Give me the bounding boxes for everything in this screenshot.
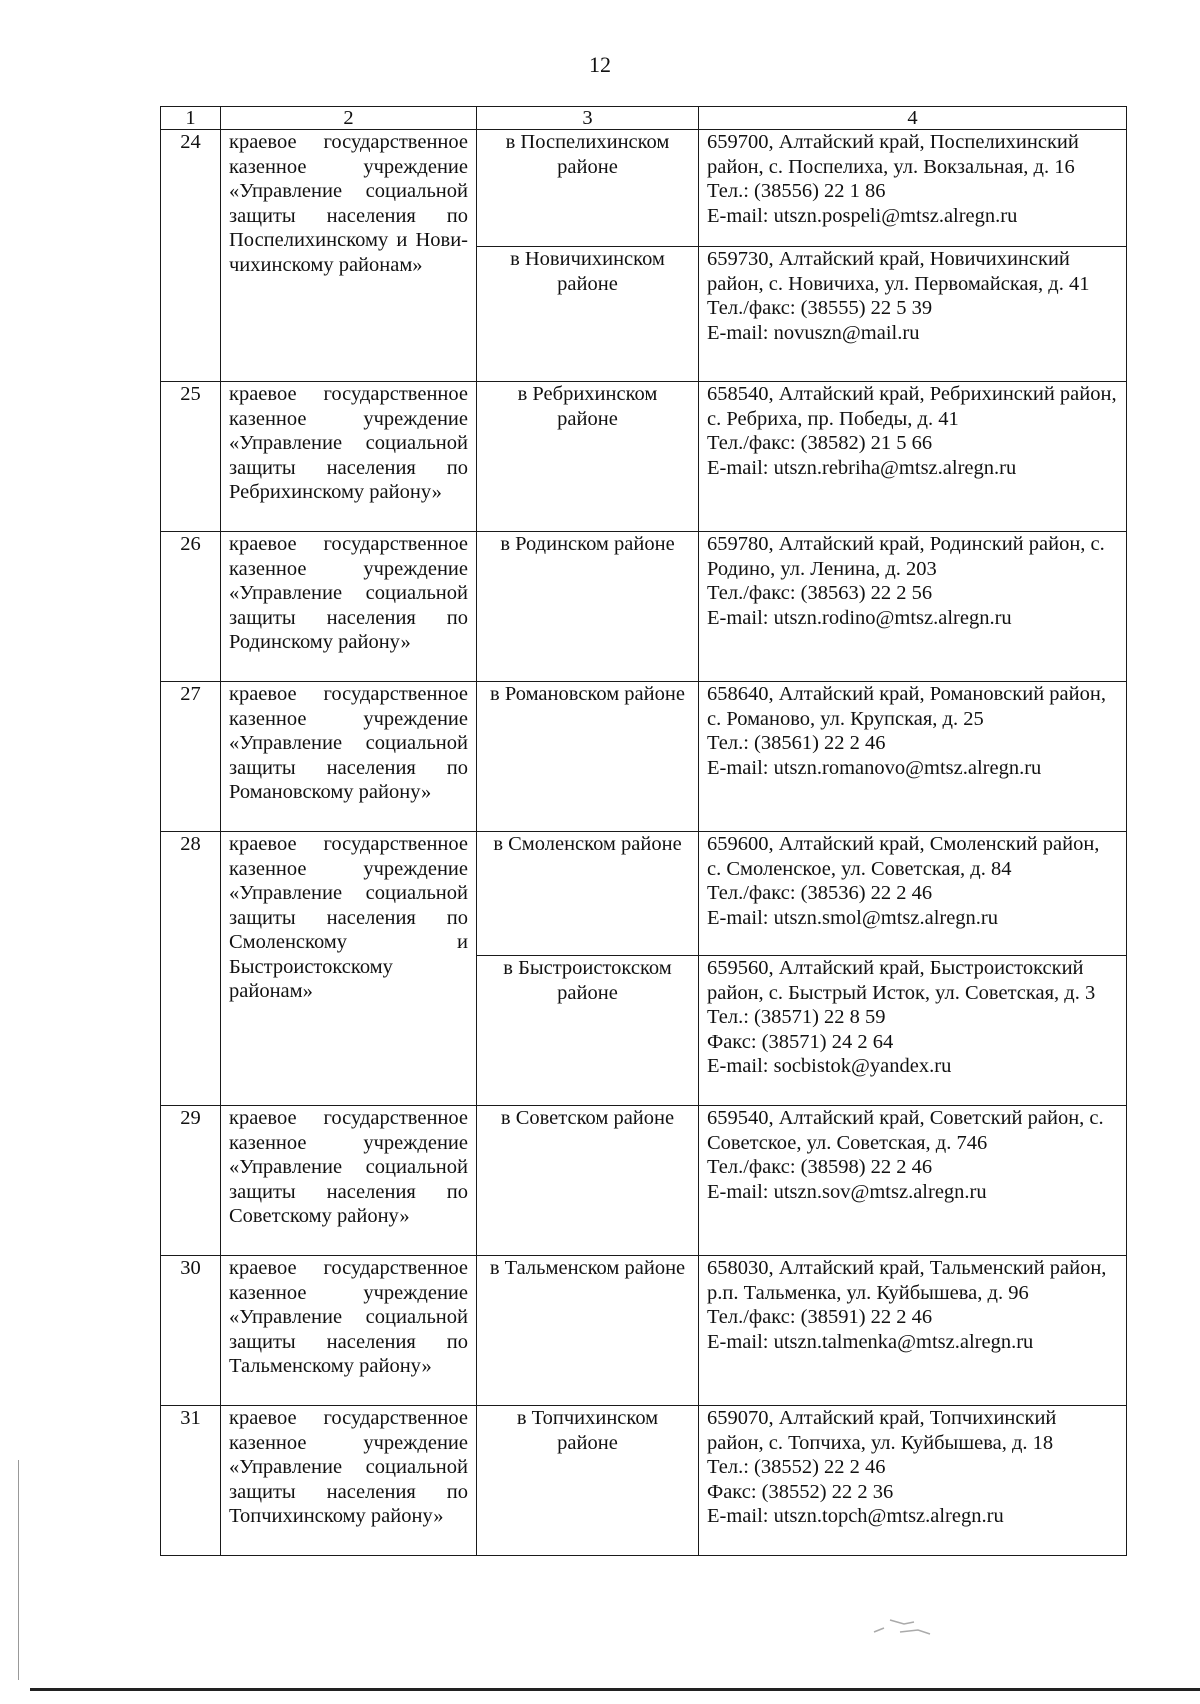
organization-name: краевое государственное казенное учреждение «Управление социальной защиты населения по Романовскому району» (221, 682, 477, 832)
district-name: в Быстроистокском районе (477, 956, 699, 1106)
contact-info: 658640, Алтайский край, Романовский район, с. Романово, ул. Крупская, д. 25 Тел.: (38561) 22 2 46 E-mail: utszn.romanovo@mtsz.alregn.ru (699, 682, 1127, 832)
contact-info: 658540, Алтайский край, Ребрихинский район, с. Ребриха, пр. Победы, д. 41 Тел./факс: (38582) 21 5 66 E-mail: utszn.rebriha@mtsz.alregn.ru (699, 382, 1127, 532)
contact-info: 658030, Алтайский край, Тальменский район, р.п. Тальменка, ул. Куйбышева, д. 96 Тел./факс: (38591) 22 2 46 E-mail: utszn.talmenka@mtsz.alregn.ru (699, 1256, 1127, 1406)
organization-name: краевое государственное казенное учреждение «Управление социальной защиты населения по Поспелихинскому и Новичихинскому районам» (221, 130, 477, 382)
district-name: в Смоленском районе (477, 832, 699, 956)
contact-info: 659540, Алтайский край, Советский район, с. Советское, ул. Советская, д. 746 Тел./факс: (38598) 22 2 46 E-mail: utszn.sov@mtsz.alregn.ru (699, 1106, 1127, 1256)
row-number: 28 (161, 832, 221, 1106)
column-header: 1 (161, 107, 221, 130)
district-name: в Романовском районе (477, 682, 699, 832)
table-row (161, 532, 1127, 682)
contact-info: 659780, Алтайский край, Родинский район, с. Родино, ул. Ленина, д. 203 Тел./факс: (38563) 22 2 56 E-mail: utszn.rodino@mtsz.alregn.ru (699, 532, 1127, 682)
district-name: в Советском районе (477, 1106, 699, 1256)
registry-table (160, 106, 1127, 1556)
organization-name: краевое государственное казенное учреждение «Управление социальной защиты населения по Советскому району» (221, 1106, 477, 1256)
district-name: в Тальменском районе (477, 1256, 699, 1406)
organization-name: краевое государственное казенное учреждение «Управление социальной защиты населения по Родинскому району» (221, 532, 477, 682)
bottom-border (30, 1688, 1200, 1691)
table-row (161, 382, 1127, 532)
row-number: 26 (161, 532, 221, 682)
contact-info: 659070, Алтайский край, Топчихинский район, с. Топчиха, ул. Куйбышева, д. 18 Тел.: (38552) 22 2 46 Факс: (38552) 22 2 36 E-mail: utszn.topch@mtsz.alregn.ru (699, 1406, 1127, 1556)
organization-name: краевое государственное казенное учреждение «Управление социальной защиты населения по Смоленскому и Быстроистокскому районам» (221, 832, 477, 1106)
header-row (161, 107, 1127, 130)
row-number: 24 (161, 130, 221, 382)
row-number: 29 (161, 1106, 221, 1256)
district-name: в Новичихинском районе (477, 247, 699, 382)
table-row (161, 1106, 1127, 1256)
contact-info: 659600, Алтайский край, Смоленский район, с. Смоленское, ул. Советская, д. 84 Тел./факс: (38536) 22 2 46 E-mail: utszn.smol@mtsz.alregn.ru (699, 832, 1127, 956)
row-number: 31 (161, 1406, 221, 1556)
district-name: в Ребрихинском районе (477, 382, 699, 532)
column-header: 2 (221, 107, 477, 130)
organization-name: краевое государственное казенное учреждение «Управление социальной защиты населения по Топчихинскому району» (221, 1406, 477, 1556)
table-row (161, 682, 1127, 832)
scan-mark (870, 1610, 940, 1640)
row-number: 30 (161, 1256, 221, 1406)
organization-name: краевое государственное казенное учреждение «Управление социальной защиты населения по Тальменскому району» (221, 1256, 477, 1406)
contact-info: 659560, Алтайский край, Быстроистокский район, с. Быстрый Исток, ул. Советская, д. 3 Тел.: (38571) 22 8 59 Факс: (38571) 24 2 64 E-mail: socbistok@yandex.ru (699, 956, 1127, 1106)
contact-info: 659730, Алтайский край, Новичихинский район, с. Новичиха, ул. Первомайская, д. 41 Тел./факс: (38555) 22 5 39 E-mail: novuszn@mail.ru (699, 247, 1127, 382)
district-name: в Поспелихинском районе (477, 130, 699, 247)
district-name: в Топчихинском районе (477, 1406, 699, 1556)
organization-name: краевое государственное казенное учреждение «Управление социальной защиты населения по Ребрихинскому району» (221, 382, 477, 532)
district-name: в Родинском районе (477, 532, 699, 682)
contact-info: 659700, Алтайский край, Поспелихинский район, с. Поспелиха, ул. Вокзальная, д. 16 Тел.: (38556) 22 1 86 E-mail: utszn.pospeli@mtsz.alregn.ru (699, 130, 1127, 247)
row-number: 25 (161, 382, 221, 532)
table-row (161, 130, 1127, 247)
column-header: 3 (477, 107, 699, 130)
table-row (161, 1256, 1127, 1406)
row-number: 27 (161, 682, 221, 832)
column-header: 4 (699, 107, 1127, 130)
scan-margin-line (18, 1460, 19, 1680)
table-row (161, 832, 1127, 956)
table-row (161, 1406, 1127, 1556)
page-number: 12 (589, 52, 611, 77)
